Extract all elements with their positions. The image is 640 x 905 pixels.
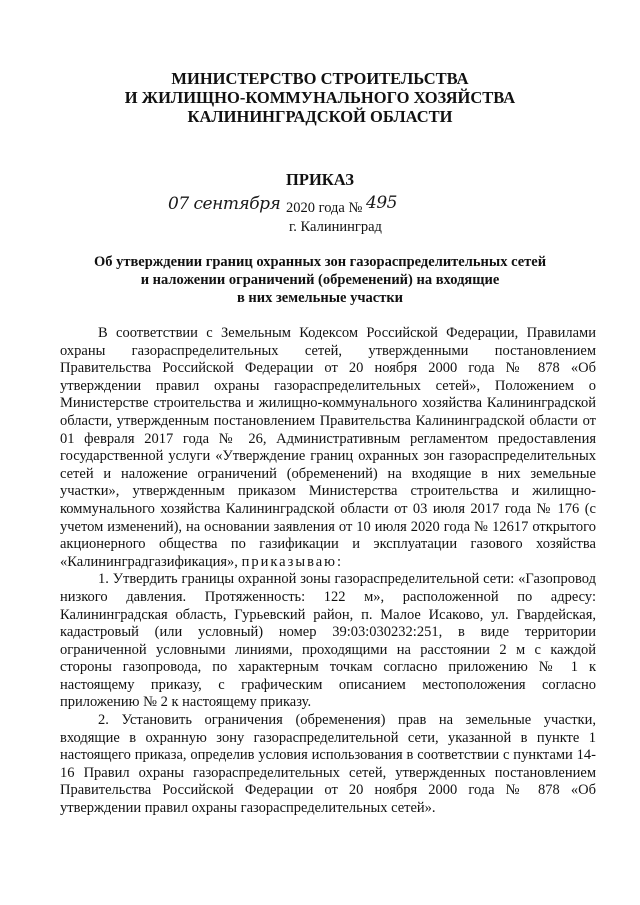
item-2-paragraph: 2. Установить ограничения (обременения) прав на земельные участки, входящие в охранную зону газораспределительной сети, указанной в пункте 1 настоящего приказа, определив условия использования в соответствии с пунктами 14-16 Правил охраны газораспределительных сетей, утвержденных постановлением Правительства Российской Федерации от 20 ноября 2000 года № 878 «Об утверждении правил охраны газораспределительных сетей». (60, 712, 596, 817)
handwritten-date: 07 сентября (168, 194, 281, 214)
order-body (60, 325, 596, 818)
header-line-2: И ЖИЛИЩНО-КОММУНАЛЬНОГО ХОЗЯЙСТВА (124, 88, 516, 107)
order-date-line (168, 193, 468, 220)
order-subject (0, 253, 640, 307)
subject-line-2: и наложении ограничений (обременений) на входящие (140, 272, 500, 288)
order-city: г. Калининград (289, 219, 382, 235)
header-line-3: КАЛИНИНГРАДСКОЙ ОБЛАСТИ (187, 107, 453, 126)
order-year-text: 2020 года № (286, 200, 363, 216)
subject-line-3: в них земельные участки (236, 290, 404, 306)
decree-word: приказываю: (241, 553, 344, 570)
order-title: ПРИКАЗ (286, 170, 354, 189)
handwritten-order-number: 495 (366, 193, 397, 213)
subject-line-1: Об утверждении границ охранных зон газораспределительных сетей (93, 254, 547, 270)
intro-paragraph (60, 325, 596, 571)
item-1-paragraph: 1. Утвердить границы охранной зоны газораспределительной сети: «Газопровод низкого давления. Протяженность: 122 м», расположенной по адресу: Калининградская область, Гурьевский район, п. Малое Исаково, ул. Гвардейская, кадастровый (или условный) номер 39:03:030232:251, в виде территории ограниченной условными линиями, проходящими на расстоянии 2 м с каждой стороны газопровода, по характерным точкам согласно приложению № 1 к настоящему приказу, с графическим описанием местоположения согласно приложению № 2 к настоящему приказу. (60, 571, 596, 711)
header-line-1: МИНИСТЕРСТВО СТРОИТЕЛЬСТВА (171, 69, 469, 88)
ministry-header (0, 69, 640, 126)
intro-text: В соответствии с Земельным Кодексом Российской Федерации, Правилами охраны газораспределительных сетей, утвержденными постановлением Правительства Российской Федерации от 20 ноября 2000 года № 878 «Об утверждении правил охраны газораспределительных сетей», Положением о Министерстве строительства и жилищно-коммунального хозяйства Калининградской области, утвержденным постановлением Правительства Калининградской области от 01 февраля 2017 года № 26, Административным регламентом предоставления государственной услуги «Утверждение границ охранных зон газораспределительных сетей и наложение ограничений (обременений) на входящие в них земельные участки», утвержденным приказом Министерства строительства и жилищно-коммунального хозяйства Калининградской области от 03 июля 2017 года № 176 (с учетом изменений), на основании заявления от 10 июля 2020 года № 12617 открытого акционерного общества по газификации и эксплуатации газового хозяйства «Калининградгазификация», (60, 325, 596, 570)
